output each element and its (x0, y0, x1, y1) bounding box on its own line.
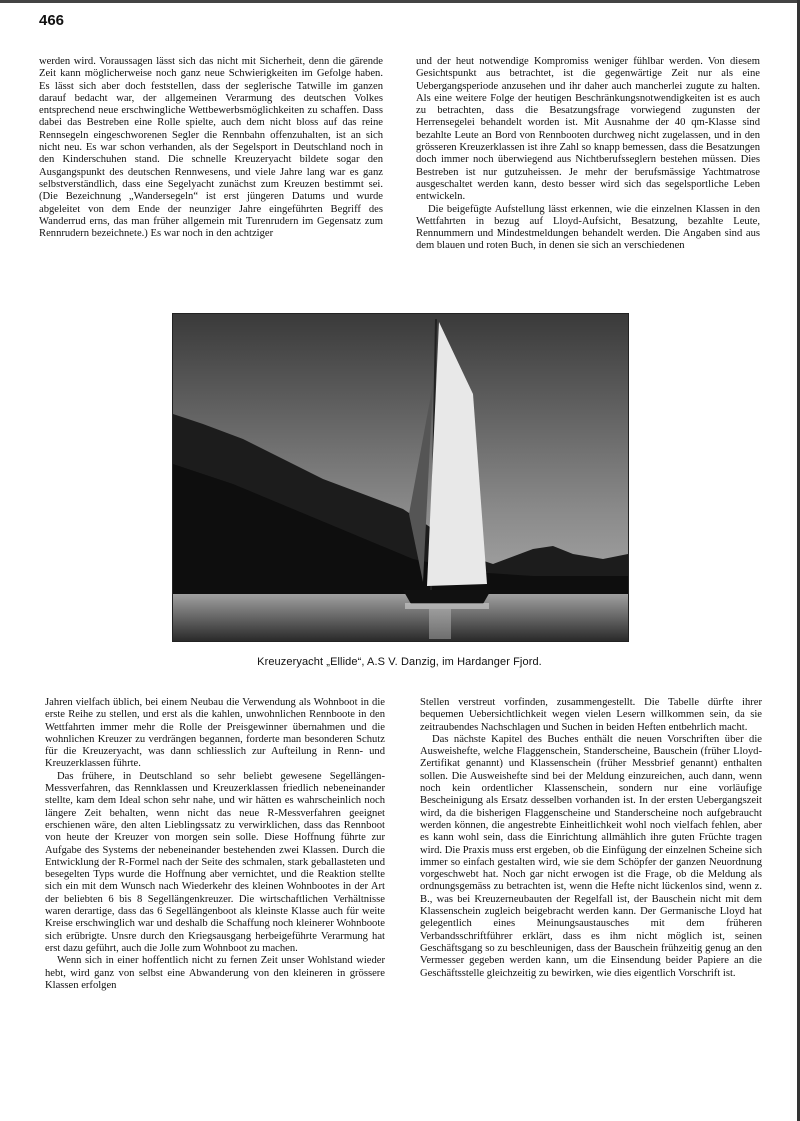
page-number: 466 (39, 12, 65, 29)
yacht-photo-illustration (173, 314, 628, 641)
column-top-left (39, 56, 383, 240)
hull-reflection (405, 603, 489, 609)
hull (403, 590, 491, 604)
column-top-right (416, 56, 760, 253)
paragraph: Die beigefügte Aufstellung lässt erkennen, wie die einzelnen Klassen in den Wettfahrten in bezug auf Lloyd-Aufsicht, Besatzung, bezahlte Leute, Rennummern und Mindestmeldungen behandelt werden. Die Angaben sind aus dem blauen und roten Buch, in denen sie sich an verschiedenen (416, 203, 760, 252)
photo-caption: Kreuzeryacht „Ellide“, A.S V. Danzig, im Hardanger Fjord. (257, 656, 542, 668)
paragraph: Das nächste Kapitel des Buches enthält die neuen Vorschriften über die Ausweishefte, welche Flaggenschein, Standerscheine, Bauschein (früher Lloyd-Zertifikat genannt) und Klassenschein (früher Messbrief genannt) enthalten sollen. Die Ausweishefte sind bei der Meldung einzureichen, auch dann, wenn noch kein ordentlicher Klassenschein, sondern nur eine vorläufige Bescheinigung als Ersatz desselben vorhanden ist. In der ersten Uebergangszeit wird, da die bisherigen Flaggenscheine und Standerscheine noch aufgebraucht werden können, die angestrebte Einheitlichkeit wohl noch vielfach fehlen, aber es kann wohl sein, dass die Einrichtung allmählich ihre guten Früchte tragen wird. Die Praxis muss erst ergeben, ob die Einfügung der einzelnen Scheine sich immer so einfach gestalten wird, wie sie dem Schöpfer der ganzen Neuordnung vorgeschwebt hat. Noch gar nicht erwogen ist die Frage, ob die Meldung als ordnungsgemäss zu betrachten ist, wenn die Hefte nicht lückenlos sind, wenn z. B., was bei Kreuzerneubauten der Regelfall ist, der Bauschein nicht mit dem Klassenschein zugleich beigebracht werden kann. Der Germanische Lloyd hat gelegentlich eines Meinungsaustausches mit dem früheren Verbandsschriftführer erklärt, dass es ihm nicht möglich ist, seinen Geschäftsgang so zu beschleunigen, dass der Bauschein frühzeitig genug an den Vermesser gegeben werden kann, um die Einsendung beider Papiere an die Geschäftsstelle gleichzeitig zu bewirken, wie dies eigentlich Vorschrift ist. (420, 733, 762, 979)
paragraph: Wenn sich in einer hoffentlich nicht zu fernen Zeit unser Wohlstand wieder hebt, wird ganz von selbst eine Abwanderung von den kleineren in grössere Klassen erfolgen (45, 955, 385, 991)
column-bottom-left (45, 697, 385, 992)
paragraph: und der heut notwendige Kompromiss weniger fühlbar werden. Von diesem Gesichtspunkt aus betrachtet, ist die gegenwärtige Zeit nur als eine Uebergangsperiode anzusehen und ihr daher auch mancherlei zugute zu halten. Als eine weitere Folge der heutigen Beschränkungsnotwendigkeiten ist es auch zu betrachten, dass die Besatzungsfrage vorwiegend zugunsten der Herrensegelei behandelt worden ist. Mit Ausnahme der 40 qm-Klasse sind bezahlte Leute an Bord von Rennbooten durchweg nicht zugelassen, und in den grösseren Kreuzerklassen ist ihre Zahl so knapp bemessen, dass die Besatzungen doch immer noch überwiegend aus Nichtberufsseglern bestehen müssen. Dies Bestreben ist nur gutzuheissen. Je mehr der berufsmässige Yachtmatrose ausgeschaltet werden kann, desto besser wird sich das segelsportliche Leben entwickeln. (416, 56, 760, 203)
paragraph: werden wird. Voraussagen lässt sich das nicht mit Sicherheit, denn die gärende Zeit kann möglicherweise noch ganz neue Schwierigkeiten im Gefolge haben. Es lässt sich aber doch feststellen, dass der seglerische Tatwille im ganzen darauf bedacht war, der allgemeinen Verarmung des deutschen Volkes entsprechend neue erschwingliche Wettbewerbsmöglichkeiten zu schaffen. Dass dabei das Bestreben eine Rolle spielte, auch dem nicht bloss auf das reine Rennsegeln eingeschworenen Segler die Rennbahn offenzuhalten, ist an sich nicht neu. Es war schon verhanden, als der Segelsport in Deutschland noch in den Kinderschuhen stand. Die schnelle Kreuzeryacht bildete sogar den Ausgangspunkt des deutschen Rennwesens, und viele Jahre lang war es ganz selbstverständlich, dass eine Segelyacht zunächst zum Kreuzen bestimmt sei. (Die Bezeichnung „Wandersegeln“ ist erst jüngeren Datums und wurde abgeleitet von dem Ende der neunziger Jahre eingeführten Begriff des Wanderrud erns, das man früher allgemein mit Turenrudern im Gegensatz zum Rennrudern bezeichnete.) Es war noch in den achtziger (39, 56, 383, 240)
column-bottom-right (420, 697, 762, 980)
paragraph: Stellen verstreut vorfinden, zusammengestellt. Die Tabelle dürfte ihrer bequemen Uebersichtlichkeit wegen vielen Lesern willkommen sein, da sie zeitraubendes Nachschlagen und Suchen in beiden Heften entbehrlich macht. (420, 697, 762, 733)
paragraph: Jahren vielfach üblich, bei einem Neubau die Verwendung als Wohnboot in die erste Reihe zu stellen, und erst als die kahlen, unwohnlichen Rennboote in den Wettfahrten immer mehr die Rolle der Preisgewinner übernahmen und die wohnlichen Kreuzer zu verdrängen begannen, forderte man besonderen Schutz für die Kreuzeryacht, was dann schliesslich zur Aufteilung in Renn- und Kreuzerklassen führte. (45, 697, 385, 770)
sail-reflection (429, 609, 451, 639)
page-top-rule (0, 0, 800, 3)
paragraph: Das frühere, in Deutschland so sehr beliebt gewesene Segellängen-Messverfahren, das Rennklassen und Kreuzerklassen friedlich nebeneinander stellte, kam dem Ideal schon sehr nahe, und wir hätten es wahrscheinlich noch längere Zeit behalten, wenn nicht das neue R-Messverfahren geeignet erschienen wäre, den alten Lieblingssatz zu verwirklichen, dass das Rennboot von heute der Kreuzer von morgen sein solle. Diese Hoffnung führte zur Aufgabe des Systems der nebeneinander bestehenden zwei Klassen. Durch die Entwicklung der R-Formel nach der Seite des schmalen, stark geballasteten und besegelten Typs wurde die Hoffnung aber vernichtet, und die Reaktion stellte sich ein mit dem Wunsch nach Wiederkehr des kleinen Wohnbootes in der Art der beliebten 6 bis 8 Segellängenkreuzer. Die wirtschaftlichen Verhältnisse waren derartige, dass das 6 Segellängenboot als kleinste Klasse auch für weite Kreise erschwinglich war und deshalb die Schaffung noch kleinerer Wohnboote sich erübrigte. Unsre durch den Kriegsausgang herbeigeführte Verarmung hat erst dazu geführt, auch die Jolle zum Wohnboot zu machen. (45, 770, 385, 954)
fjord-water (173, 594, 628, 641)
yacht-photo (172, 313, 629, 642)
